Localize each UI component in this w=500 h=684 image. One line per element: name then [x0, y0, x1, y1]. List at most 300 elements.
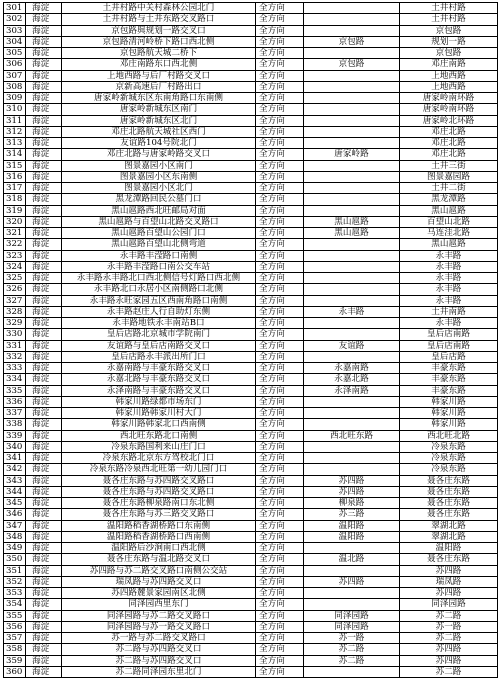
row-number-cell: 317	[4, 183, 26, 194]
location-cell: 邓庄北路与唐家岭路交叉口	[62, 149, 256, 160]
location-cell: 永丰路丰滢路口南公交车站	[62, 261, 256, 272]
road-secondary-cell: 马连洼北路	[400, 228, 498, 239]
table-row	[4, 441, 498, 452]
row-number-cell: 318	[4, 194, 26, 205]
row-number-cell: 359	[4, 655, 26, 666]
location-cell: 同泽园路与苏一路交叉路口	[62, 621, 256, 632]
road-secondary-cell: 图景嘉园路	[400, 171, 498, 182]
district-cell: 海淀	[26, 93, 62, 104]
road-secondary-cell: 永丰路	[400, 273, 498, 284]
road-secondary-cell: 聂各庄东路	[400, 498, 498, 509]
district-cell: 海淀	[26, 621, 62, 632]
location-cell: 土井村路中关村森林公园北门	[62, 3, 256, 14]
direction-cell: 全方向	[256, 318, 304, 329]
district-cell: 海淀	[26, 81, 62, 92]
row-number-cell: 328	[4, 306, 26, 317]
road-secondary-cell: 西北旺北路	[400, 430, 498, 441]
table-row	[4, 216, 498, 227]
district-cell: 海淀	[26, 250, 62, 261]
location-cell: 黑山扈路百望山公园门口	[62, 228, 256, 239]
road-primary-cell	[304, 126, 400, 137]
road-primary-cell	[304, 588, 400, 599]
row-number-cell: 309	[4, 93, 26, 104]
location-cell: 聂各庄东路柳泉路南口东北侧	[62, 498, 256, 509]
table-row	[4, 565, 498, 576]
direction-cell: 全方向	[256, 576, 304, 587]
road-secondary-cell: 土井村路	[400, 3, 498, 14]
row-number-cell: 340	[4, 441, 26, 452]
road-primary-cell	[304, 396, 400, 407]
row-number-cell: 321	[4, 228, 26, 239]
road-secondary-cell: 苏一路	[400, 621, 498, 632]
table-row	[4, 498, 498, 509]
district-cell: 海淀	[26, 531, 62, 542]
road-secondary-cell: 翠湖北路	[400, 520, 498, 531]
location-cell: 瑞凤路与苏四路交叉口	[62, 576, 256, 587]
location-cell: 苏二路同泽园东里北门	[62, 666, 256, 677]
district-cell: 海淀	[26, 543, 62, 554]
table-row	[4, 228, 498, 239]
location-cell: 聂各庄东路与苏四路交叉路口	[62, 475, 256, 486]
table-row	[4, 610, 498, 621]
table-row	[4, 475, 498, 486]
row-number-cell: 339	[4, 430, 26, 441]
road-primary-cell	[304, 3, 400, 14]
road-primary-cell	[304, 250, 400, 261]
road-secondary-cell: 瑞凤路	[400, 576, 498, 587]
row-number-cell: 302	[4, 14, 26, 25]
road-primary-cell	[304, 171, 400, 182]
road-secondary-cell: 同泽园路	[400, 599, 498, 610]
direction-cell: 全方向	[256, 520, 304, 531]
direction-cell: 全方向	[256, 486, 304, 497]
district-cell: 海淀	[26, 385, 62, 396]
district-cell: 海淀	[26, 419, 62, 430]
table-row	[4, 273, 498, 284]
road-secondary-cell: 永丰路	[400, 295, 498, 306]
road-secondary-cell: 唐家岭南环路	[400, 93, 498, 104]
location-cell: 聂各庄东路与苏三路交叉路口	[62, 509, 256, 520]
table-row	[4, 363, 498, 374]
row-number-cell: 323	[4, 250, 26, 261]
district-cell: 海淀	[26, 453, 62, 464]
road-secondary-cell: 丰豪东路	[400, 374, 498, 385]
road-primary-cell: 温阳路	[304, 520, 400, 531]
row-number-cell: 311	[4, 115, 26, 126]
road-primary-cell: 温阳路	[304, 531, 400, 542]
district-cell: 海淀	[26, 329, 62, 340]
district-cell: 海淀	[26, 3, 62, 14]
table-row	[4, 419, 498, 430]
row-number-cell: 342	[4, 464, 26, 475]
road-secondary-cell: 邓庄南路	[400, 59, 498, 70]
district-cell: 海淀	[26, 351, 62, 362]
road-secondary-cell: 聂各庄东路	[400, 475, 498, 486]
table-row	[4, 464, 498, 475]
location-cell: 京包路清河岭桥下路口西北侧	[62, 36, 256, 47]
table-row	[4, 93, 498, 104]
direction-cell: 全方向	[256, 464, 304, 475]
road-secondary-cell: 京包路	[400, 25, 498, 36]
location-cell: 苏四路麓景家园南区北侧	[62, 588, 256, 599]
direction-cell: 全方向	[256, 329, 304, 340]
district-cell: 海淀	[26, 633, 62, 644]
district-cell: 海淀	[26, 216, 62, 227]
direction-cell: 全方向	[256, 3, 304, 14]
road-secondary-cell: 永丰路	[400, 284, 498, 295]
direction-cell: 全方向	[256, 194, 304, 205]
location-cell: 黑山扈路西北旺邮局对面	[62, 205, 256, 216]
camera-location-table	[3, 2, 498, 678]
row-number-cell: 350	[4, 554, 26, 565]
location-cell: 黑山扈路百望山北侧弯道	[62, 239, 256, 250]
direction-cell: 全方向	[256, 36, 304, 47]
row-number-cell: 353	[4, 588, 26, 599]
table-row	[4, 385, 498, 396]
row-number-cell: 304	[4, 36, 26, 47]
direction-cell: 全方向	[256, 295, 304, 306]
row-number-cell: 320	[4, 216, 26, 227]
road-primary-cell	[304, 104, 400, 115]
district-cell: 海淀	[26, 115, 62, 126]
row-number-cell: 337	[4, 408, 26, 419]
road-primary-cell: 苏一路	[304, 633, 400, 644]
location-cell: 京包路與规划一路交叉口	[62, 25, 256, 36]
table-row	[4, 261, 498, 272]
table-row	[4, 205, 498, 216]
district-cell: 海淀	[26, 228, 62, 239]
table-row	[4, 576, 498, 587]
location-cell: 冷泉东路北京东方驾校北门口	[62, 453, 256, 464]
road-primary-cell	[304, 318, 400, 329]
district-cell: 海淀	[26, 363, 62, 374]
table-row	[4, 306, 498, 317]
district-cell: 海淀	[26, 475, 62, 486]
direction-cell: 全方向	[256, 430, 304, 441]
row-number-cell: 324	[4, 261, 26, 272]
location-cell: 邓庄北路航天城社区西门	[62, 126, 256, 137]
row-number-cell: 307	[4, 70, 26, 81]
road-secondary-cell: 邓庄北路	[400, 138, 498, 149]
direction-cell: 全方向	[256, 340, 304, 351]
direction-cell: 全方向	[256, 644, 304, 655]
district-cell: 海淀	[26, 408, 62, 419]
row-number-cell: 313	[4, 138, 26, 149]
direction-cell: 全方向	[256, 633, 304, 644]
table-row	[4, 633, 498, 644]
row-number-cell: 322	[4, 239, 26, 250]
location-cell: 邓庄南路东口西北侧	[62, 59, 256, 70]
table-row	[4, 250, 498, 261]
road-primary-cell	[304, 441, 400, 452]
direction-cell: 全方向	[256, 70, 304, 81]
district-cell: 海淀	[26, 498, 62, 509]
road-secondary-cell: 黑山扈路	[400, 205, 498, 216]
row-number-cell: 334	[4, 374, 26, 385]
direction-cell: 全方向	[256, 543, 304, 554]
direction-cell: 全方向	[256, 306, 304, 317]
table-row	[4, 104, 498, 115]
district-cell: 海淀	[26, 48, 62, 59]
road-primary-cell	[304, 70, 400, 81]
table-row	[4, 3, 498, 14]
road-secondary-cell: 苏四路	[400, 644, 498, 655]
direction-cell: 全方向	[256, 385, 304, 396]
direction-cell: 全方向	[256, 284, 304, 295]
location-cell: 苏二路与苏四路交叉口	[62, 644, 256, 655]
row-number-cell: 358	[4, 644, 26, 655]
road-primary-cell: 同泽园路	[304, 610, 400, 621]
road-secondary-cell: 苏四路	[400, 565, 498, 576]
location-cell: 冷泉东路冷泉西北旺第一幼儿园门口	[62, 464, 256, 475]
direction-cell: 全方向	[256, 621, 304, 632]
table-row	[4, 453, 498, 464]
district-cell: 海淀	[26, 295, 62, 306]
road-secondary-cell: 百望山北路	[400, 216, 498, 227]
table-row	[4, 621, 498, 632]
district-cell: 海淀	[26, 610, 62, 621]
location-cell: 聂各庄东路与苏四路交叉路口	[62, 486, 256, 497]
road-primary-cell	[304, 543, 400, 554]
district-cell: 海淀	[26, 306, 62, 317]
road-secondary-cell: 黑龙潭路	[400, 194, 498, 205]
road-secondary-cell: 永丰路	[400, 318, 498, 329]
district-cell: 海淀	[26, 273, 62, 284]
location-cell: 友谊路与皇后店南路交叉口	[62, 340, 256, 351]
location-cell: 温阳路稻香湖桥路口东南侧	[62, 520, 256, 531]
district-cell: 海淀	[26, 138, 62, 149]
road-primary-cell	[304, 295, 400, 306]
road-secondary-cell: 苏四路	[400, 655, 498, 666]
location-cell: 皇后店路永丰派出所门口	[62, 351, 256, 362]
direction-cell: 全方向	[256, 126, 304, 137]
road-primary-cell: 永丰路	[304, 306, 400, 317]
road-primary-cell: 苏四路	[304, 576, 400, 587]
location-cell: 唐家岭新城东区北门	[62, 115, 256, 126]
location-cell: 京包路航天城二桥下	[62, 48, 256, 59]
district-cell: 海淀	[26, 644, 62, 655]
district-cell: 海淀	[26, 565, 62, 576]
row-number-cell: 348	[4, 531, 26, 542]
table-row	[4, 14, 498, 25]
row-number-cell: 351	[4, 565, 26, 576]
district-cell: 海淀	[26, 194, 62, 205]
row-number-cell: 327	[4, 295, 26, 306]
district-cell: 海淀	[26, 509, 62, 520]
road-secondary-cell: 土井三街	[400, 160, 498, 171]
road-primary-cell	[304, 599, 400, 610]
road-primary-cell	[304, 138, 400, 149]
location-cell: 永丰路地铁永丰南站B口	[62, 318, 256, 329]
table-row	[4, 160, 498, 171]
road-secondary-cell: 聂各庄东路	[400, 486, 498, 497]
table-row	[4, 126, 498, 137]
district-cell: 海淀	[26, 284, 62, 295]
location-cell: 温阳路稻香湖桥路口西南侧	[62, 531, 256, 542]
direction-cell: 全方向	[256, 498, 304, 509]
direction-cell: 全方向	[256, 93, 304, 104]
table-row	[4, 36, 498, 47]
table-row	[4, 520, 498, 531]
road-primary-cell	[304, 453, 400, 464]
district-cell: 海淀	[26, 36, 62, 47]
road-secondary-cell: 聂各庄东路	[400, 554, 498, 565]
road-secondary-cell: 邓庄北路	[400, 126, 498, 137]
district-cell: 海淀	[26, 374, 62, 385]
district-cell: 海淀	[26, 599, 62, 610]
road-primary-cell	[304, 329, 400, 340]
road-secondary-cell: 韩家川路	[400, 419, 498, 430]
table-row	[4, 543, 498, 554]
row-number-cell: 355	[4, 610, 26, 621]
district-cell: 海淀	[26, 576, 62, 587]
direction-cell: 全方向	[256, 228, 304, 239]
road-secondary-cell: 永丰路	[400, 250, 498, 261]
road-primary-cell: 京包路	[304, 36, 400, 47]
table-body	[4, 3, 498, 678]
row-number-cell: 338	[4, 419, 26, 430]
district-cell: 海淀	[26, 171, 62, 182]
direction-cell: 全方向	[256, 115, 304, 126]
road-primary-cell: 黑山扈路	[304, 228, 400, 239]
table-row	[4, 318, 498, 329]
location-cell: 冷泉东路国利来山庄门口	[62, 441, 256, 452]
table-row	[4, 486, 498, 497]
location-cell: 聂各庄东路与温北路交叉口	[62, 554, 256, 565]
road-secondary-cell: 皇后店南路	[400, 329, 498, 340]
direction-cell: 全方向	[256, 351, 304, 362]
row-number-cell: 331	[4, 340, 26, 351]
row-number-cell: 343	[4, 475, 26, 486]
road-primary-cell: 京包路	[304, 59, 400, 70]
direction-cell: 全方向	[256, 374, 304, 385]
district-cell: 海淀	[26, 104, 62, 115]
row-number-cell: 329	[4, 318, 26, 329]
road-secondary-cell: 翠湖北路	[400, 531, 498, 542]
table-row	[4, 351, 498, 362]
district-cell: 海淀	[26, 340, 62, 351]
road-primary-cell: 苏二路	[304, 655, 400, 666]
location-cell: 韩家川路绿都市场东门	[62, 396, 256, 407]
road-primary-cell	[304, 160, 400, 171]
direction-cell: 全方向	[256, 48, 304, 59]
direction-cell: 全方向	[256, 160, 304, 171]
road-secondary-cell: 丰豪东路	[400, 385, 498, 396]
district-cell: 海淀	[26, 239, 62, 250]
location-cell: 韩家川路韩家北口西南侧	[62, 419, 256, 430]
road-primary-cell	[304, 48, 400, 59]
road-secondary-cell: 苏二路	[400, 633, 498, 644]
table-row	[4, 509, 498, 520]
road-secondary-cell: 苏二路	[400, 610, 498, 621]
row-number-cell: 325	[4, 273, 26, 284]
row-number-cell: 335	[4, 385, 26, 396]
district-cell: 海淀	[26, 59, 62, 70]
row-number-cell: 360	[4, 666, 26, 677]
district-cell: 海淀	[26, 588, 62, 599]
row-number-cell: 346	[4, 509, 26, 520]
location-cell: 西北旺东路北口南侧	[62, 430, 256, 441]
direction-cell: 全方向	[256, 363, 304, 374]
road-primary-cell	[304, 273, 400, 284]
road-primary-cell	[304, 239, 400, 250]
road-primary-cell: 温北路	[304, 554, 400, 565]
direction-cell: 全方向	[256, 239, 304, 250]
road-primary-cell	[304, 419, 400, 430]
road-primary-cell: 唐家岭路	[304, 149, 400, 160]
road-secondary-cell: 苏二路	[400, 666, 498, 677]
road-primary-cell	[304, 351, 400, 362]
row-number-cell: 315	[4, 160, 26, 171]
row-number-cell: 341	[4, 453, 26, 464]
direction-cell: 全方向	[256, 138, 304, 149]
direction-cell: 全方向	[256, 666, 304, 677]
road-secondary-cell: 土井南路	[400, 306, 498, 317]
location-cell: 图景嘉园小区北门	[62, 183, 256, 194]
district-cell: 海淀	[26, 160, 62, 171]
location-cell: 永丰路赵庄人行自助灯东侧	[62, 306, 256, 317]
road-primary-cell	[304, 93, 400, 104]
location-cell: 永丰路永旺家园五区西南角路口南侧	[62, 295, 256, 306]
table-row	[4, 408, 498, 419]
road-primary-cell	[304, 261, 400, 272]
district-cell: 海淀	[26, 70, 62, 81]
location-cell: 苏一路与苏二路交叉路口	[62, 633, 256, 644]
table-row	[4, 115, 498, 126]
table-row	[4, 588, 498, 599]
location-cell: 韩家川路韩家川村大门	[62, 408, 256, 419]
road-primary-cell: 苏四路	[304, 475, 400, 486]
row-number-cell: 349	[4, 543, 26, 554]
table-row	[4, 599, 498, 610]
table-row	[4, 430, 498, 441]
road-secondary-cell: 冷泉东路	[400, 453, 498, 464]
row-number-cell: 332	[4, 351, 26, 362]
row-number-cell: 356	[4, 621, 26, 632]
road-secondary-cell: 京包路	[400, 48, 498, 59]
row-number-cell: 305	[4, 48, 26, 59]
table-row	[4, 295, 498, 306]
row-number-cell: 333	[4, 363, 26, 374]
row-number-cell: 326	[4, 284, 26, 295]
road-secondary-cell: 皇后店南路	[400, 340, 498, 351]
direction-cell: 全方向	[256, 216, 304, 227]
location-cell: 图景嘉园小区南门	[62, 160, 256, 171]
direction-cell: 全方向	[256, 565, 304, 576]
table-row	[4, 149, 498, 160]
location-cell: 温阳路后沙涧南口西北侧	[62, 543, 256, 554]
road-secondary-cell: 温阳路	[400, 543, 498, 554]
direction-cell: 全方向	[256, 475, 304, 486]
road-secondary-cell: 上地西路	[400, 70, 498, 81]
direction-cell: 全方向	[256, 599, 304, 610]
direction-cell: 全方向	[256, 441, 304, 452]
direction-cell: 全方向	[256, 25, 304, 36]
road-secondary-cell: 黑山扈路	[400, 239, 498, 250]
direction-cell: 全方向	[256, 509, 304, 520]
road-secondary-cell: 土井二街	[400, 183, 498, 194]
location-cell: 唐家岭新城东区南门	[62, 104, 256, 115]
table-row	[4, 239, 498, 250]
road-secondary-cell: 邓庄北路	[400, 149, 498, 160]
direction-cell: 全方向	[256, 104, 304, 115]
table-row	[4, 138, 498, 149]
row-number-cell: 306	[4, 59, 26, 70]
road-primary-cell	[304, 14, 400, 25]
road-secondary-cell: 韩家川路	[400, 408, 498, 419]
table-row	[4, 194, 498, 205]
location-cell: 永嘉南路与丰豪东路交叉口	[62, 363, 256, 374]
